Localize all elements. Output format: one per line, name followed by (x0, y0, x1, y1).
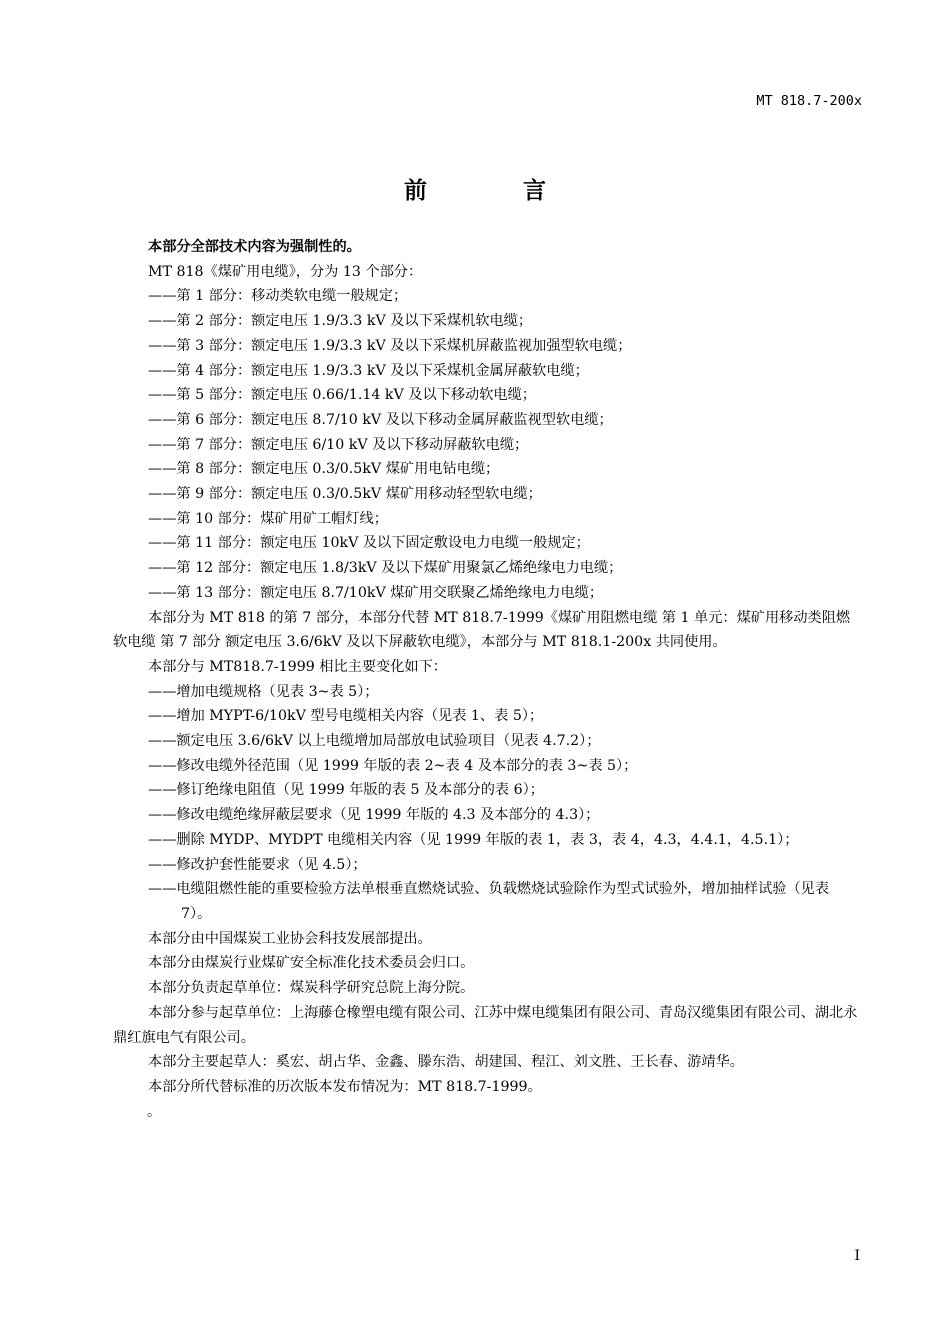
list-item-change: ——额定电压 3.6/6kV 以上电缆增加局部放电试验项目（见表 4.7.2）； (148, 733, 601, 750)
paragraph-authors: 本部分主要起草人：奚宏、胡占华、金鑫、滕东浩、胡建国、程江、刘文胜、王长春、游靖华。 (148, 1054, 744, 1071)
list-item-part: ——第 11 部分：额定电压 10kV 及以下固定敷设电力电缆一般规定； (148, 535, 590, 552)
trailing-mark: 。 (147, 1103, 162, 1120)
list-item-change: ——删除 MYDP、MYDPT 电缆相关内容（见 1999 年版的表 1，表 3，表 4，4.3，4.4.1，4.5.1）； (148, 831, 799, 848)
document-body (113, 235, 863, 1124)
list-item-part: ——第 6 部分：额定电压 8.7/10 kV 及以下移动金属屏蔽监视型软电缆； (148, 411, 613, 428)
paragraph-proposer: 本部分由中国煤炭工业协会科技发展部提出。 (148, 930, 432, 947)
page-number: I (854, 1248, 860, 1264)
list-item-change: ——修改护套性能要求（见 4.5）； (148, 856, 367, 873)
list-item-part: ——第 10 部分：煤矿用矿工帽灯线； (148, 510, 388, 527)
list-item-part: ——第 13 部分：额定电压 8.7/10kV 煤矿用交联聚乙烯绝缘电力电缆； (148, 584, 604, 601)
list-item-part: ——第 3 部分：额定电压 1.9/3.3 kV 及以下采煤机屏蔽监视加强型软电缆； (148, 337, 632, 354)
list-item-part: ——第 1 部分：移动类软电缆一般规定； (148, 288, 408, 305)
list-item-part: ——第 9 部分：额定电压 0.3/0.5kV 煤矿用移动轻型软电缆； (148, 486, 542, 503)
list-item-part: ——第 4 部分：额定电压 1.9/3.3 kV 及以下采煤机金属屏蔽软电缆； (148, 362, 589, 379)
paragraph-mandatory: 本部分全部技术内容为强制性的。 (148, 239, 361, 255)
list-item-change: ——修改电缆绝缘屏蔽层要求（见 1999 年版的 4.3 及本部分的 4.3）； (148, 807, 600, 824)
paragraph-committee: 本部分由煤炭行业煤矿安全标准化技术委员会归口。 (148, 955, 475, 972)
list-item-part: ——第 7 部分：额定电压 6/10 kV 及以下移动屏蔽软电缆； (148, 436, 529, 453)
list-item-change: ——电缆阻燃性能的重要检验方法单根垂直燃烧试验、负载燃烧试验除作为型式试验外，增加抽样试验（见表 7）。 (148, 881, 830, 922)
list-item-part: ——第 8 部分：额定电压 0.3/0.5kV 煤矿用电钻电缆； (148, 461, 500, 478)
paragraph-participants: 本部分参与起草单位：上海藤仓橡塑电缆有限公司、江苏中煤电缆集团有限公司、青岛汉缆集团有限公司、湖北永鼎红旗电气有限公司。 (113, 1004, 858, 1046)
page-title: 前 言 (403, 178, 590, 204)
paragraph-lead-drafter: 本部分负责起草单位：煤炭科学研究总院上海分院。 (148, 980, 475, 997)
list-item-part: ——第 5 部分：额定电压 0.66/1.14 kV 及以下移动软电缆； (148, 387, 536, 404)
standard-code: MT 818.7-200x (756, 93, 862, 109)
list-item-change: ——增加 MYPT-6/10kV 型号电缆相关内容（见表 1、表 5）； (148, 708, 544, 725)
paragraph-parts-intro: MT 818《煤矿用电缆》，分为 13 个部分： (148, 263, 423, 280)
paragraph-history: 本部分所代替标准的历次版本发布情况为：MT 818.7-1999。 (148, 1078, 542, 1095)
list-item-change: ——修改电缆外径范围（见 1999 年版的表 2~表 4 及本部分的表 3~表 5）； (148, 757, 638, 774)
paragraph-changes-intro: 本部分与 MT818.7-1999 相比主要变化如下： (148, 658, 447, 675)
paragraph-replacement: 本部分为 MT 818 的第 7 部分，本部分代替 MT 818.7-1999《煤矿用阻燃电缆 第 1 单元：煤矿用移动类阻燃软电缆 第 7 部分 额定电压 3.6/6kV 及以下屏蔽软电缆》，本部分与 MT 818.1-200x 共同使用。 (113, 609, 851, 651)
list-item-part: ——第 12 部分：额定电压 1.8/3kV 及以下煤矿用聚氯乙烯绝缘电力电缆； (148, 560, 623, 577)
list-item-change: ——增加电缆规格（见表 3~表 5）； (148, 683, 379, 700)
list-item-change: ——修订绝缘电阻值（见 1999 年版的表 5 及本部分的表 6）； (148, 782, 544, 799)
list-item-part: ——第 2 部分：额定电压 1.9/3.3 kV 及以下采煤机软电缆； (148, 313, 533, 330)
